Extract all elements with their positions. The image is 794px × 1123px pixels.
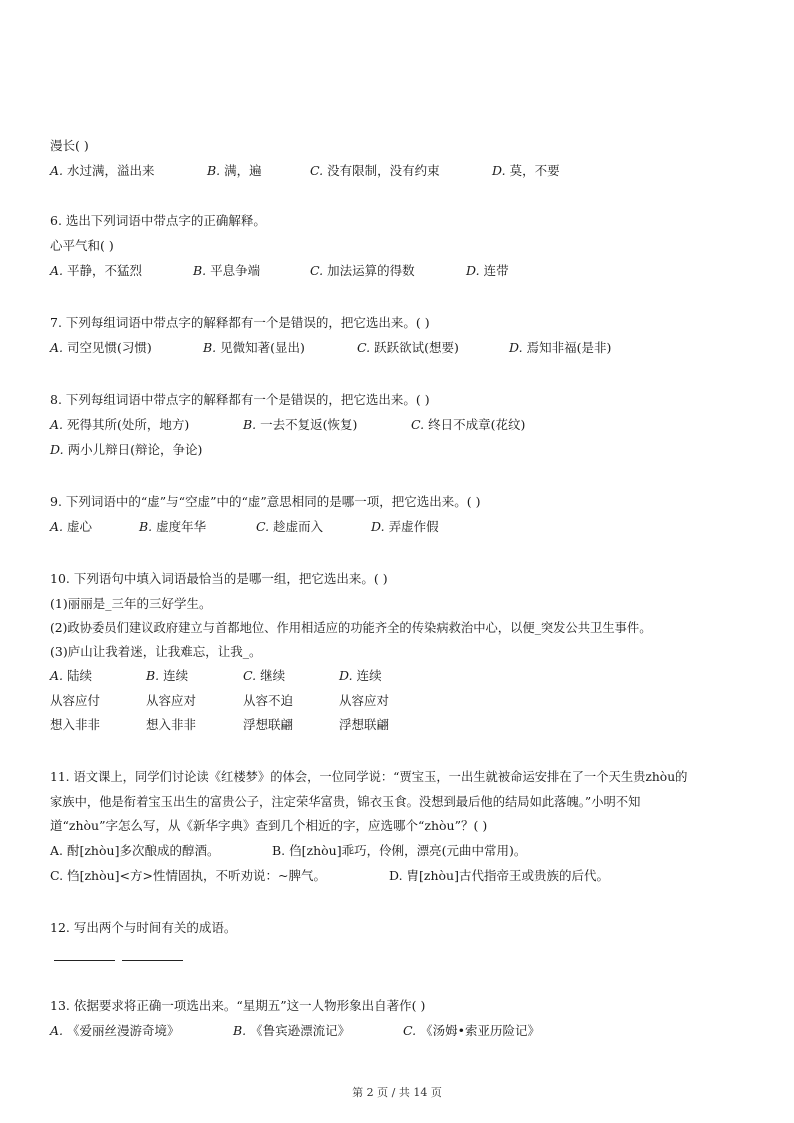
- q10-title: 10. 下列语句中填入词语最恰当的是哪一组，把它选出来。( ): [50, 571, 388, 586]
- q6-title: 6. 选出下列词语中带点字的正确解释。: [50, 213, 266, 228]
- q6-stem: 心平气和( ): [50, 238, 114, 253]
- q6-option-d[interactable]: D. 连带: [466, 263, 509, 278]
- q8-option-a[interactable]: A. 死得其所(处所，地方): [50, 417, 190, 432]
- q10-a-word-2: 从容应付: [50, 693, 101, 708]
- q10-sentence-2: (2)政协委员们建议政府建立与首都地位、作用相适应的功能齐全的传染病救治中心，以便_突发公共卫生事件。: [50, 621, 652, 635]
- q7-option-d[interactable]: D. 焉知非福(是非): [509, 340, 612, 355]
- q10-option-b[interactable]: B. 连续: [146, 668, 189, 683]
- q6-option-c[interactable]: C. 加法运算的得数: [310, 263, 415, 278]
- q10-sentence-1: (1)丽丽是_三年的三好学生。: [50, 596, 212, 611]
- q7-option-b[interactable]: B. 见微知著(显出): [203, 340, 305, 355]
- q7-title: 7. 下列每组词语中带点字的解释都有一个是错误的，把它选出来。( ): [50, 315, 430, 330]
- q6-option-b[interactable]: B. 平息争端: [193, 263, 261, 278]
- q10-option-d[interactable]: D. 连续: [339, 668, 382, 683]
- q10-d-word-3: 浮想联翩: [339, 717, 390, 732]
- q8-option-d[interactable]: D. 两小儿辩日(辩论，争论): [50, 442, 203, 457]
- q5-option-a[interactable]: A. 水过满，溢出来: [50, 163, 155, 178]
- q7-option-c[interactable]: C. 跃跃欲试(想要): [357, 340, 459, 355]
- q13-title: 13. 依据要求将正确一项选出来。“星期五”这一人物形象出自著作( ): [50, 998, 426, 1013]
- q11-option-a[interactable]: A. 酎[zhòu]多次酿成的醇酒。: [50, 843, 220, 858]
- q7-option-a[interactable]: A. 司空见惯(习惯): [50, 340, 152, 355]
- q10-a-word-3: 想入非非: [50, 717, 101, 732]
- q5-option-b[interactable]: B. 满，遍: [207, 163, 262, 178]
- q9-option-a[interactable]: A. 虚心: [50, 519, 93, 534]
- q8-option-b[interactable]: B. 一去不复返(恢复): [243, 417, 358, 432]
- q12-answer-blank-2[interactable]: [122, 960, 183, 961]
- q13-option-b[interactable]: B. 《鲁宾逊漂流记》: [233, 1023, 351, 1038]
- q10-c-word-3: 浮想联翩: [243, 717, 294, 732]
- q11-option-b[interactable]: B. 㑇[zhòu]乖巧，伶俐，漂亮(元曲中常用)。: [272, 843, 527, 858]
- q10-option-a[interactable]: A. 陆续: [50, 668, 93, 683]
- q10-c-word-2: 从容不迫: [243, 693, 294, 708]
- q11-line-2: 家族中，他是衔着宝玉出生的富贵公子，注定荣华富贵，锦衣玉食。没想到最后他的结局如此落魄。”小明不知: [50, 795, 641, 809]
- q5-option-d[interactable]: D. 莫，不要: [492, 163, 560, 178]
- q6-option-a[interactable]: A. 平静，不猛烈: [50, 263, 143, 278]
- q10-d-word-2: 从容应对: [339, 693, 390, 708]
- q9-option-b[interactable]: B. 虚度年华: [139, 519, 207, 534]
- q10-option-c[interactable]: C. 继续: [243, 668, 286, 683]
- q9-title: 9. 下列词语中的“虚”与“空虚”中的“虚”意思相同的是哪一项，把它选出来。( ): [50, 494, 481, 509]
- q9-option-c[interactable]: C. 趁虚而入: [256, 519, 324, 534]
- q10-b-word-3: 想入非非: [146, 717, 197, 732]
- q5-option-c[interactable]: C. 没有限制，没有约束: [310, 163, 440, 178]
- page-number-footer: 第 2 页 / 共 14 页: [352, 1086, 442, 1099]
- q11-option-c[interactable]: C. 㤘[zhòu]<方>性情固执，不听劝说：~脾气。: [50, 868, 326, 883]
- q13-option-c[interactable]: C. 《汤姆•索亚历险记》: [403, 1023, 540, 1038]
- q5-stem: 漫长( ): [50, 138, 89, 153]
- q11-line-1: 11. 语文课上，同学们讨论读《红楼梦》的体会，一位同学说：“贾宝玉，一出生就被命运安排在了一个天生贵zhòu的: [50, 770, 688, 784]
- q12-answer-blank-1[interactable]: [54, 960, 115, 961]
- q10-sentence-3: (3)庐山让我着迷，让我难忘，让我_。: [50, 644, 262, 659]
- q8-option-c[interactable]: C. 终日不成章(花纹): [411, 417, 526, 432]
- q9-option-d[interactable]: D. 弄虚作假: [371, 519, 439, 534]
- q13-option-a[interactable]: A. 《爱丽丝漫游奇境》: [50, 1023, 180, 1038]
- q10-b-word-2: 从容应对: [146, 693, 197, 708]
- q8-title: 8. 下列每组词语中带点字的解释都有一个是错误的，把它选出来。( ): [50, 392, 430, 407]
- q11-option-d[interactable]: D. 胄[zhòu]古代指帝王或贵族的后代。: [389, 868, 609, 883]
- q12-title: 12. 写出两个与时间有关的成语。: [50, 920, 237, 935]
- q11-line-3: 道“zhòu”字怎么写，从《新华字典》查到几个相近的字，应选哪个“zhòu”？( ): [50, 818, 488, 833]
